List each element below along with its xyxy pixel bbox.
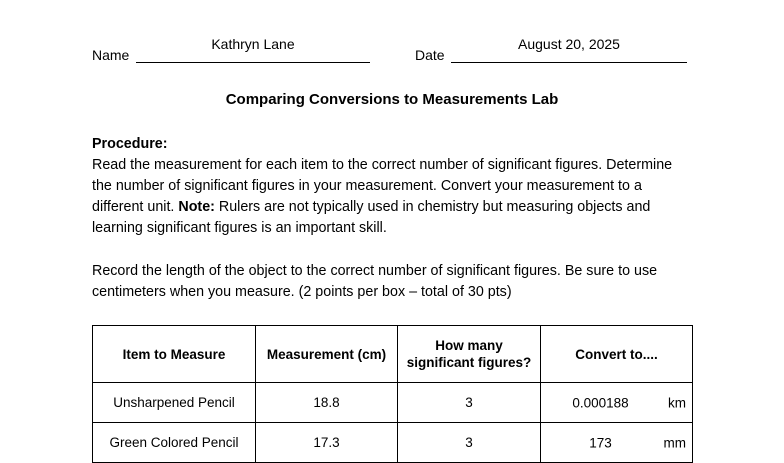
item-cell: Unsharpened Pencil xyxy=(93,383,256,423)
instructions-text: Record the length of the object to the correct number of significant figures. Be sure to use centimeters when you measure. (2 points per box – total of 30 pts) xyxy=(92,263,658,300)
convert-cell[interactable] xyxy=(541,423,693,463)
header-measurement: Measurement (cm) xyxy=(256,326,398,383)
measurement-cell[interactable]: 18.8 xyxy=(256,383,398,423)
sigfigs-cell[interactable]: 3 xyxy=(398,383,541,423)
name-field[interactable]: Kathryn Lane xyxy=(211,36,295,52)
procedure-text-1: Read the measurement for each item to the correct number of significant figures. Determine the number of significant figures in your measurement. Convert your measurement to a different unit. xyxy=(92,157,673,215)
name-label: Name xyxy=(92,47,130,63)
converted-value[interactable]: 0.000188 xyxy=(572,395,629,410)
procedure-section xyxy=(92,134,692,239)
sigfigs-cell[interactable]: 3 xyxy=(398,423,541,463)
measurement-cell[interactable]: 17.3 xyxy=(256,423,398,463)
page-title: Comparing Conversions to Measurements Lab xyxy=(225,91,559,108)
header-convert: Convert to.... xyxy=(541,326,693,383)
name-underline xyxy=(136,62,370,63)
procedure-heading: Procedure: xyxy=(92,136,168,152)
converted-value[interactable]: 173 xyxy=(589,435,612,450)
convert-cell[interactable] xyxy=(541,383,693,423)
table-row xyxy=(93,423,693,463)
header-item: Item to Measure xyxy=(93,326,256,383)
date-label: Date xyxy=(415,47,445,63)
header-sigfigs: How many significant figures? xyxy=(398,326,541,383)
table-row xyxy=(93,383,693,423)
date-underline xyxy=(451,62,687,63)
date-field[interactable]: August 20, 2025 xyxy=(518,36,620,52)
converted-unit: mm xyxy=(663,435,686,450)
converted-unit: km xyxy=(668,395,686,410)
measurement-table xyxy=(92,325,693,463)
procedure-note-label: Note: xyxy=(178,199,215,215)
procedure-text-2: Rulers are not typically used in chemistry but measuring objects and learning significant figures is an important skill. xyxy=(92,199,651,236)
table-header-row xyxy=(93,326,693,383)
item-cell: Green Colored Pencil xyxy=(93,423,256,463)
